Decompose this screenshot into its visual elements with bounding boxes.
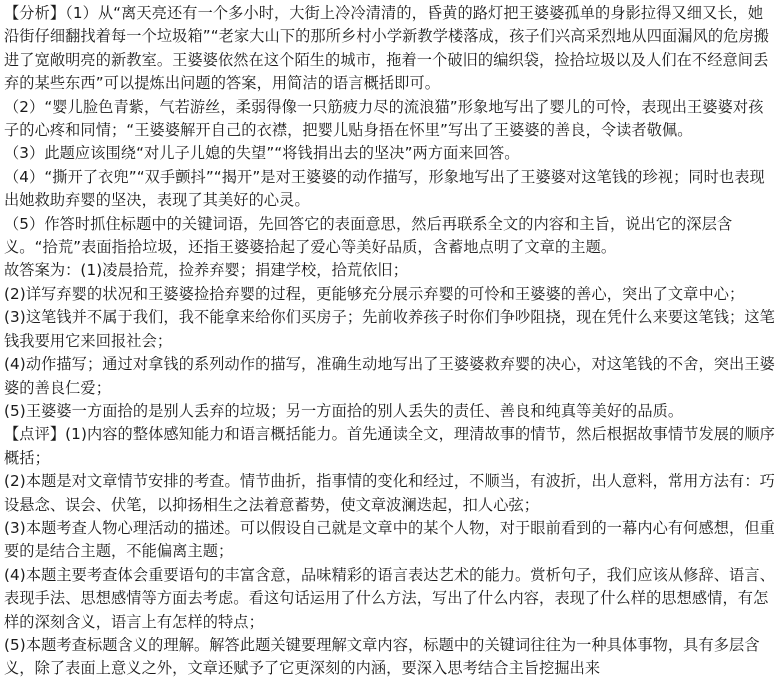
comment-paragraph-4: (4)本题主要考查体会重要语句的丰富含意，品味精彩的语言表达艺术的能力。赏析句子，我们应该从修辞、语言、表现手法、思想感情等方面去考虑。看这句话运用了什么方法，写出了什么内容，表现了什么样的思想感情，有怎样的深刻含义，语言上有怎样的特点； [4,565,775,631]
analysis-paragraph-3: （3）此题应该围绕“对儿子儿媳的失望”“将钱捐出去的坚决”两方面来回答。 [4,144,520,163]
comment-paragraph-5: (5)本题考查标题含义的理解。解答此题关键要理解文章内容，标题中的关键词往往为一种具体事物，具有多层含义，除了表面上意义之外，文章还赋予了它更深刻的内涵，要深入思考结合主旨挖掘出来 [4,635,760,678]
comment-paragraph-1: 【点评】(1)内容的整体感知能力和语言概括能力。首先通读全文，理清故事的情节，然后根据故事情节发展的顺序概括； [4,425,775,467]
answer-line-1: 故答案为：(1)凌晨拾荒，捡养弃婴；捐建学校，拾荒依旧； [4,261,409,280]
analysis-paragraph-2: （2）“婴儿脸色青紫，气若游丝，柔弱得像一只筋疲力尽的流浪猫”形象地写出了婴儿的可怜，表现出王婆婆对孩子的心疼和同情；“王婆婆解开自己的衣襟，把婴儿贴身捂在怀里”写出了王婆婆的善良，令读者敬佩。 [4,97,764,140]
analysis-paragraph-4: （4）“撕开了衣兜”“双手颤抖”“揭开”是对王婆婆的动作描写，形象地写出了王婆婆对这笔钱的珍视；同时也表现出她救助弃婴的坚决，表现了其美好的心灵。 [4,167,765,210]
answer-line-2: (2)详写弃婴的状况和王婆婆捡拾弃婴的过程，更能够充分展示弃婴的可怜和王婆婆的善心，突出了文章中心； [4,284,745,303]
analysis-paragraph-1: 【分析】（1）从“离天亮还有一个多小时，大街上冷冷清清的，昏黄的路灯把王婆婆孤单的身影拉得又细又长，她沿街仔细翻找着每一个垃圾箱”“老家大山下的那所乡村小学新教学楼落成，孩子们兴高采烈地从四面漏风的危房搬进了宽敞明亮的新教室。王婆婆依然在这个陌生的城市，拖着一个破旧的编织袋，捡拾垃圾以及人们在不经意间丢弃的某些东西”可以提炼出问题的答案，用简洁的语言概括即可。 [4,4,770,93]
answer-line-3: (3)这笔钱并不属于我们，我不能拿来给你们买房子；先前收养孩子时你们争吵阻挠，现在凭什么来要这笔钱；这笔钱我要用它来回报社会； [4,308,775,350]
comment-paragraph-2: (2)本题是对文章情节安排的考查。情节曲折，指事情的变化和经过，不顺当，有波折，出人意料，常用方法有：巧设悬念、误会、伏笔，以抑扬相生之法着意蓄势，使文章波澜迭起，扣人心弦； [4,472,775,514]
comment-paragraph-3: (3)本题考查人物心理活动的描述。可以假设自己就是文章中的某个人物，对于眼前看到的一幕内心有何感想，但重要的是结合主题，不能偏离主题； [4,518,775,561]
analysis-paragraph-5: （5）作答时抓住标题中的关键词语，先回答它的表面意思，然后再联系全文的内容和主旨，说出它的深层含义。“拾荒”表面指拾垃圾，还指王婆婆拾起了爱心等美好品质，含蓄地点明了文章的主题。 [4,214,733,257]
answer-line-5: (5)王婆婆一方面拾的是别人丢弃的垃圾；另一方面拾的别人丢失的责任、善良和纯真等美好的品质。 [4,401,684,420]
answer-explanation-document [4,2,778,681]
answer-line-4: (4)动作描写；通过对拿钱的系列动作的描写，准确生动地写出了王婆婆救弃婴的决心，对这笔钱的不舍，突出王婆婆的善良仁爱； [4,355,775,397]
